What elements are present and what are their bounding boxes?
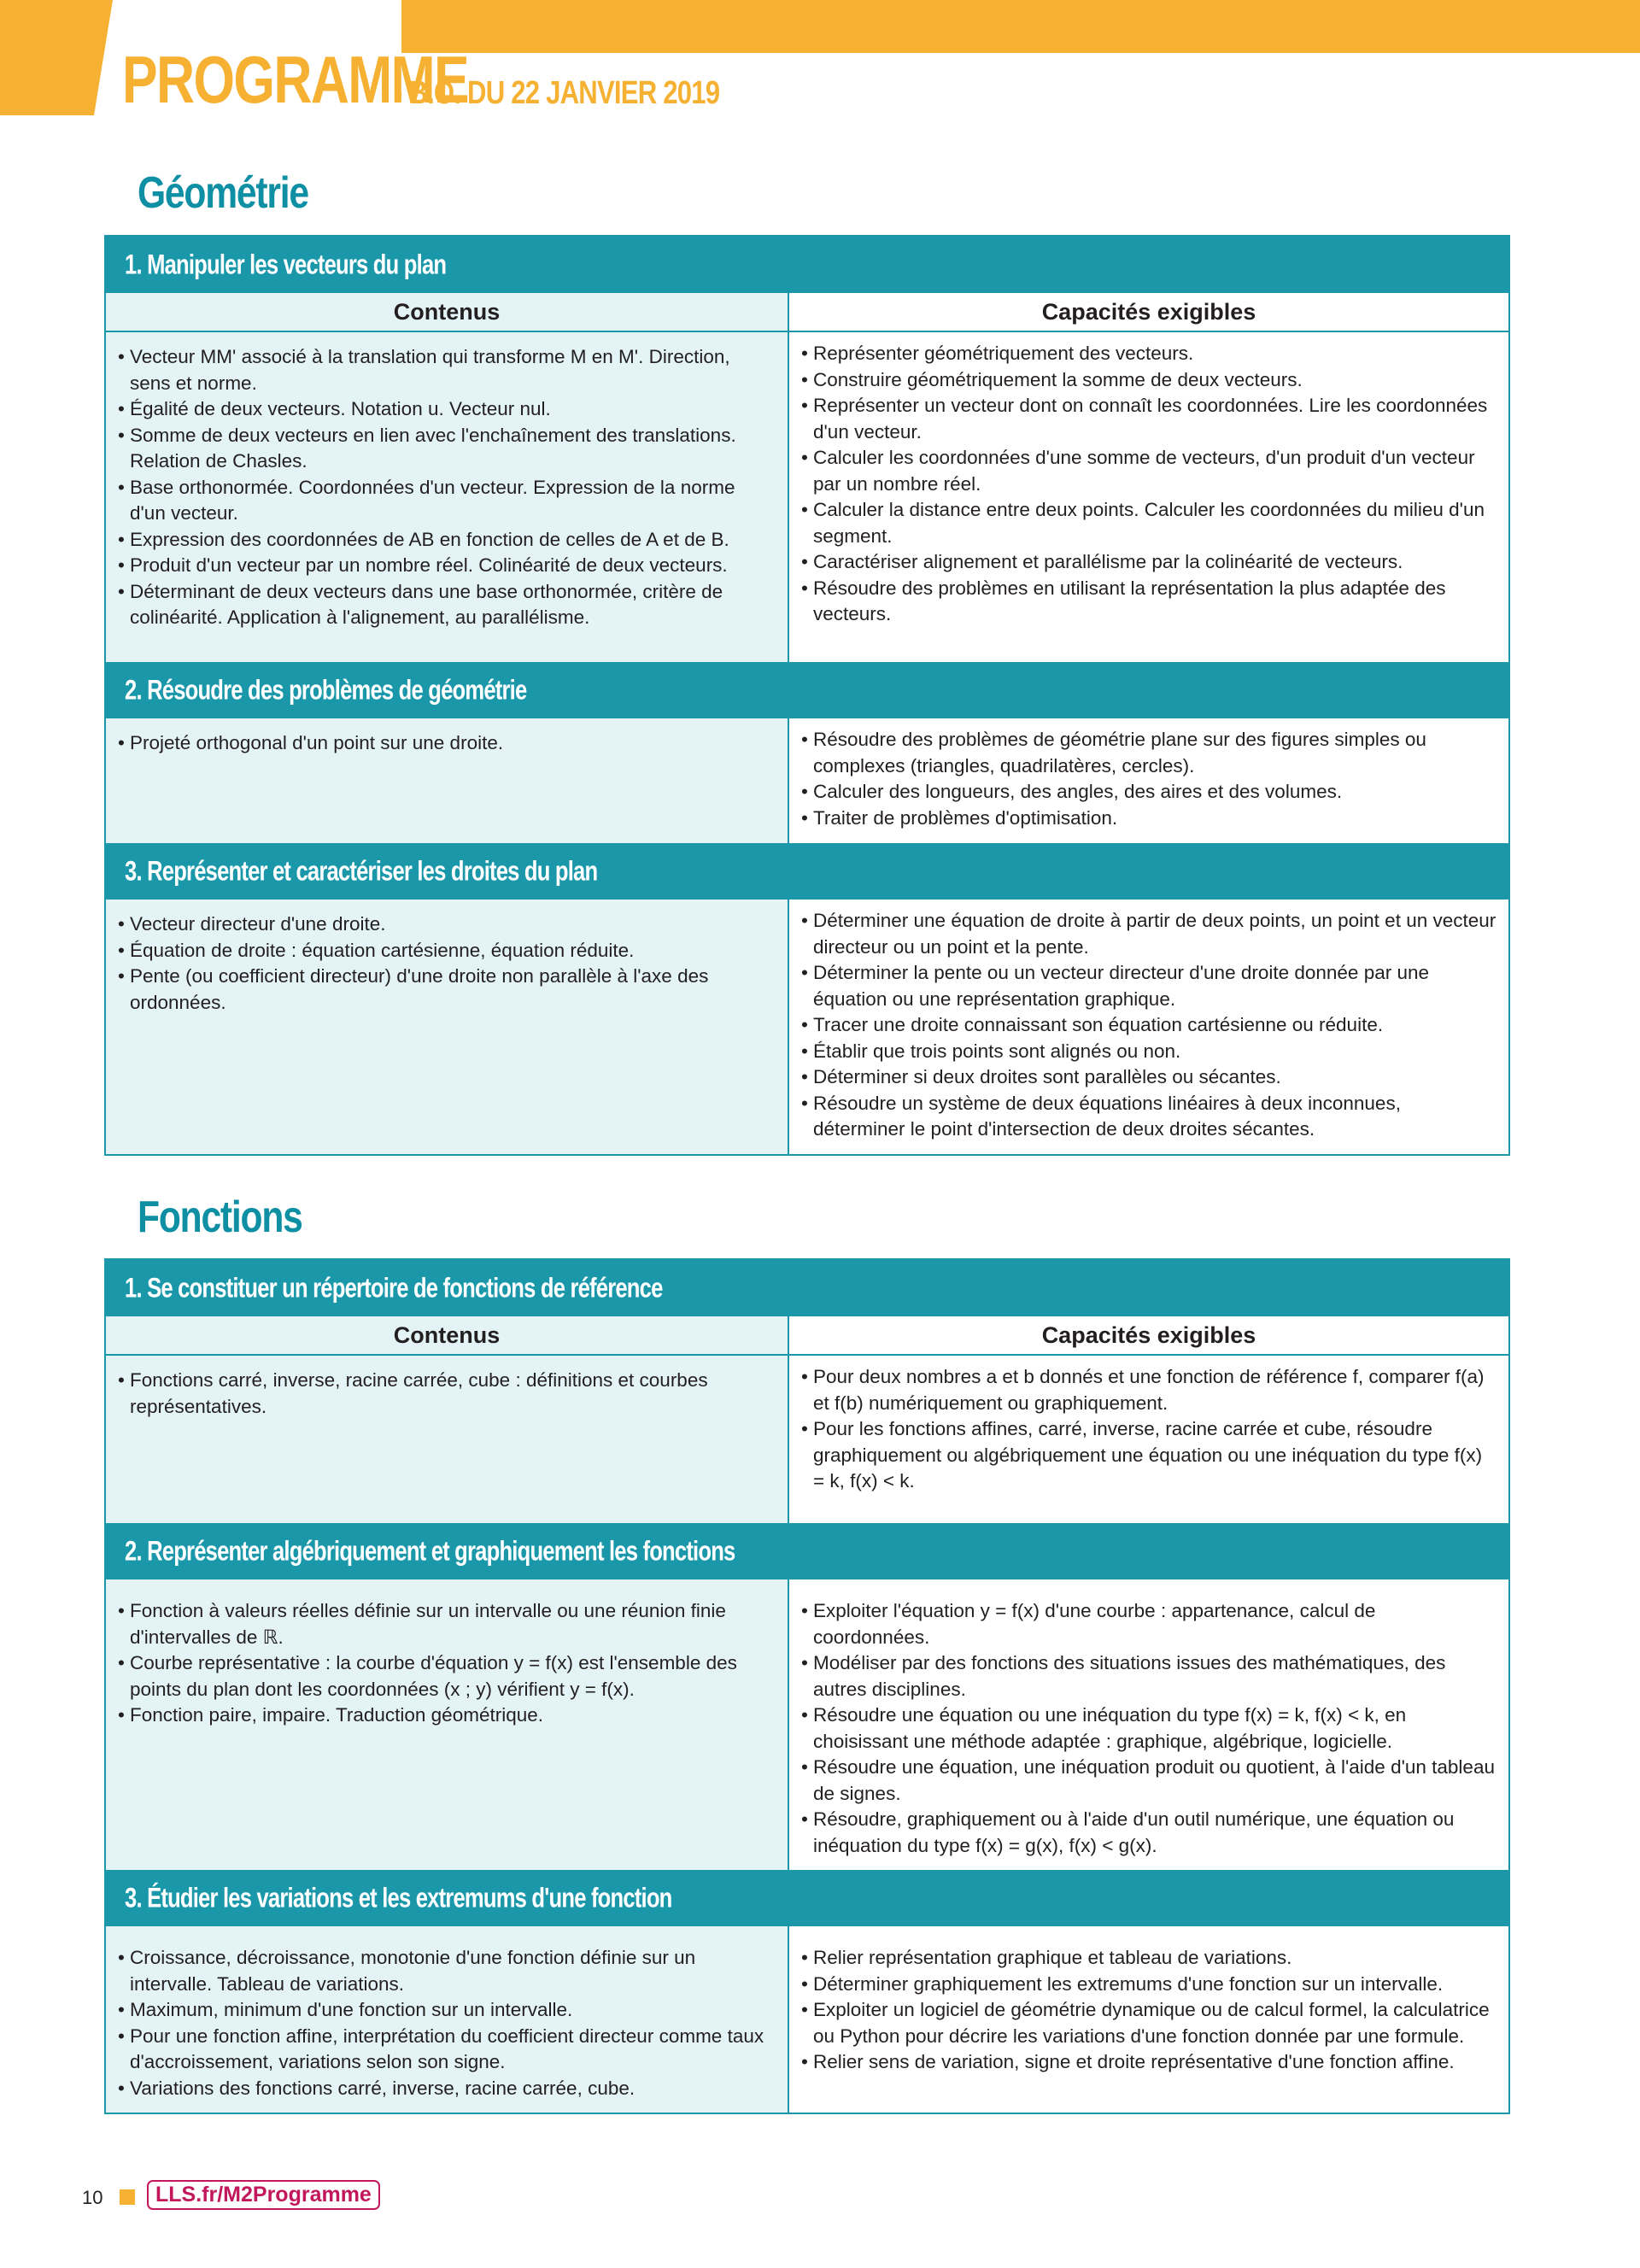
page-subtitle: - B.O. DU 22 JANVIER 2019 xyxy=(394,75,720,111)
capacites-list xyxy=(801,341,1496,628)
list-item: • Déterminer une équation de droite à partir de deux points, un point et un vecteur directeur ou un point et la pente. xyxy=(801,908,1496,960)
contenus-list xyxy=(118,1945,776,2101)
list-item: • Fonction à valeurs réelles définie sur un intervalle ou une réunion finie d'intervalles de ℝ. xyxy=(118,1598,776,1650)
page-title: PROGRAMME xyxy=(122,42,469,117)
table-fonctions xyxy=(104,1258,1510,2114)
list-item: • Équation de droite : équation cartésienne, équation réduite. xyxy=(118,938,776,964)
part-header-problemes-geometrie xyxy=(106,662,1508,718)
list-item: • Fonction paire, impaire. Traduction géométrique. xyxy=(118,1702,776,1729)
list-item: • Expression des coordonnées de AB en fonction de celles de A et de B. xyxy=(118,527,776,554)
capacites-cell xyxy=(789,718,1508,843)
contenus-cell xyxy=(106,1356,788,1523)
column-header-capacites: Capacités exigibles xyxy=(789,1316,1508,1356)
contenus-list xyxy=(118,344,776,631)
list-item: • Fonctions carré, inverse, racine carrée, cube : définitions et courbes représentatives. xyxy=(118,1368,776,1420)
list-item: • Résoudre un système de deux équations linéaires à deux inconnues, déterminer le point d'intersection de deux droites sécantes. xyxy=(801,1091,1496,1143)
part-header-variations xyxy=(106,1870,1508,1926)
contenus-list xyxy=(118,730,776,757)
contenus-list xyxy=(118,1598,776,1729)
list-item: • Variations des fonctions carré, inverse, racine carrée, cube. xyxy=(118,2076,776,2102)
list-item: • Représenter géométriquement des vecteurs. xyxy=(801,341,1496,367)
list-item: • Projeté orthogonal d'un point sur une droite. xyxy=(118,730,776,757)
column-header-capacites: Capacités exigibles xyxy=(789,293,1508,332)
page-header xyxy=(122,41,720,119)
capacites-cell xyxy=(789,900,1508,1154)
list-item: • Pour deux nombres a et b donnés et une fonction de référence f, comparer f(a) et f(b) numériquement ou graphiquement. xyxy=(801,1364,1496,1416)
list-item: • Exploiter un logiciel de géométrie dynamique ou de calcul formel, la calculatrice ou Python pour décrire les variations d'une fonction donnée par une formule. xyxy=(801,1997,1496,2049)
list-item: • Pour une fonction affine, interprétation du coefficient directeur comme taux d'accroissement, variations selon son signe. xyxy=(118,2024,776,2076)
part-title: 2. Résoudre des problèmes de géométrie xyxy=(125,674,527,706)
section-title-fonctions: Fonctions xyxy=(138,1193,302,1242)
list-item: • Résoudre, graphiquement ou à l'aide d'un outil numérique, une équation ou inéquation du type f(x) = g(x), f(x) < g(x). xyxy=(801,1807,1496,1859)
part-header-vecteurs xyxy=(106,237,1508,293)
page-number: 10 xyxy=(82,2187,103,2208)
list-item: • Courbe représentative : la courbe d'équation y = f(x) est l'ensemble des points du plan dont les coordonnées (x ; y) vérifient y = f(x). xyxy=(118,1650,776,1702)
list-item: • Résoudre des problèmes en utilisant la représentation la plus adaptée des vecteurs. xyxy=(801,576,1496,628)
list-item: • Résoudre des problèmes de géométrie plane sur des figures simples ou complexes (triangles, quadrilatères, cercles). xyxy=(801,727,1496,779)
list-item: • Égalité de deux vecteurs. Notation u. Vecteur nul. xyxy=(118,396,776,423)
list-item: • Résoudre une équation ou une inéquation du type f(x) = k, f(x) < k, en choisissant une méthode adaptée : graphique, algébrique, logicielle. xyxy=(801,1702,1496,1755)
column-header-contenus: Contenus xyxy=(106,1316,788,1356)
capacites-cell xyxy=(789,332,1508,662)
list-item: • Somme de deux vecteurs en lien avec l'enchaînement des translations. Relation de Chasles. xyxy=(118,423,776,475)
list-item: • Croissance, décroissance, monotonie d'une fonction définie sur un intervalle. Tableau de variations. xyxy=(118,1945,776,1997)
footer-link[interactable]: LLS.fr/M2Programme xyxy=(147,2180,380,2210)
list-item: • Tracer une droite connaissant son équation cartésienne ou réduite. xyxy=(801,1012,1496,1039)
list-item: • Résoudre une équation, une inéquation produit ou quotient, à l'aide d'un tableau de signes. xyxy=(801,1755,1496,1807)
contenus-cell xyxy=(106,1579,788,1899)
part-title: 1. Manipuler les vecteurs du plan xyxy=(125,249,447,280)
capacites-list xyxy=(801,1364,1496,1495)
list-item: • Relier sens de variation, signe et droite représentative d'une fonction affine. xyxy=(801,2049,1496,2076)
list-item: • Déterminer si deux droites sont parallèles ou sécantes. xyxy=(801,1064,1496,1091)
list-item: • Déterminer la pente ou un vecteur directeur d'une droite donnée par une équation ou une représentation graphique. xyxy=(801,960,1496,1012)
list-item: • Déterminer graphiquement les extremums d'une fonction sur un intervalle. xyxy=(801,1972,1496,1998)
list-item: • Caractériser alignement et parallélisme par la colinéarité de vecteurs. xyxy=(801,549,1496,576)
table-geometrie xyxy=(104,235,1510,1156)
contenus-cell xyxy=(106,332,788,662)
list-item: • Vecteur directeur d'une droite. xyxy=(118,911,776,938)
list-item: • Calculer les coordonnées d'une somme de vecteurs, d'un produit d'un vecteur par un nombre réel. xyxy=(801,445,1496,497)
capacites-list xyxy=(801,908,1496,1143)
column-header-contenus: Contenus xyxy=(106,293,788,332)
list-item: • Construire géométriquement la somme de deux vecteurs. xyxy=(801,367,1496,394)
capacites-cell xyxy=(789,1579,1508,1899)
top-decor-tab xyxy=(0,0,113,115)
part-header-representer-fonctions xyxy=(106,1523,1508,1579)
contenus-cell xyxy=(106,718,788,843)
contenus-cell xyxy=(106,900,788,1154)
footer-square-icon xyxy=(120,2189,135,2205)
contenus-cell xyxy=(106,1926,788,2113)
list-item: • Calculer la distance entre deux points. Calculer les coordonnées du milieu d'un segment. xyxy=(801,497,1496,549)
list-item: • Représenter un vecteur dont on connaît les coordonnées. Lire les coordonnées d'un vecteur. xyxy=(801,393,1496,445)
list-item: • Calculer des longueurs, des angles, des aires et des volumes. xyxy=(801,779,1496,806)
list-item: • Maximum, minimum d'une fonction sur un intervalle. xyxy=(118,1997,776,2024)
capacites-list xyxy=(801,1598,1496,1859)
list-item: • Traiter de problèmes d'optimisation. xyxy=(801,806,1496,832)
capacites-cell xyxy=(789,1926,1508,2113)
contenus-list xyxy=(118,1368,776,1420)
part-title: 3. Représenter et caractériser les droites du plan xyxy=(125,855,598,887)
capacites-list xyxy=(801,1945,1496,2076)
list-item: • Produit d'un vecteur par un nombre réel. Colinéarité de deux vecteurs. xyxy=(118,553,776,579)
capacites-list xyxy=(801,727,1496,831)
list-item: • Pour les fonctions affines, carré, inverse, racine carrée et cube, résoudre graphiquement ou algébriquement une équation ou une inéquation du type f(x) = k, f(x) < k. xyxy=(801,1416,1496,1495)
part-header-droites xyxy=(106,843,1508,900)
capacites-cell xyxy=(789,1356,1508,1523)
contenus-list xyxy=(118,911,776,1016)
part-title: 2. Représenter algébriquement et graphiquement les fonctions xyxy=(125,1535,735,1567)
list-item: • Établir que trois points sont alignés ou non. xyxy=(801,1039,1496,1065)
list-item: • Base orthonormée. Coordonnées d'un vecteur. Expression de la norme d'un vecteur. xyxy=(118,475,776,527)
list-item: • Vecteur MM' associé à la translation qui transforme M en M'. Direction, sens et norme. xyxy=(118,344,776,396)
list-item: • Déterminant de deux vecteurs dans une base orthonormée, critère de colinéarité. Application à l'alignement, au parallélisme. xyxy=(118,579,776,631)
top-decor-band xyxy=(401,0,1640,53)
part-title: 3. Étudier les variations et les extremums d'une fonction xyxy=(125,1882,672,1913)
list-item: • Pente (ou coefficient directeur) d'une droite non parallèle à l'axe des ordonnées. xyxy=(118,964,776,1016)
list-item: • Exploiter l'équation y = f(x) d'une courbe : appartenance, calcul de coordonnées. xyxy=(801,1598,1496,1650)
list-item: • Modéliser par des fonctions des situations issues des mathématiques, des autres disciplines. xyxy=(801,1650,1496,1702)
part-header-fonctions-reference xyxy=(106,1260,1508,1316)
section-title-geometrie: Géométrie xyxy=(138,168,308,218)
part-title: 1. Se constituer un répertoire de fonctions de référence xyxy=(125,1272,663,1304)
list-item: • Relier représentation graphique et tableau de variations. xyxy=(801,1945,1496,1972)
